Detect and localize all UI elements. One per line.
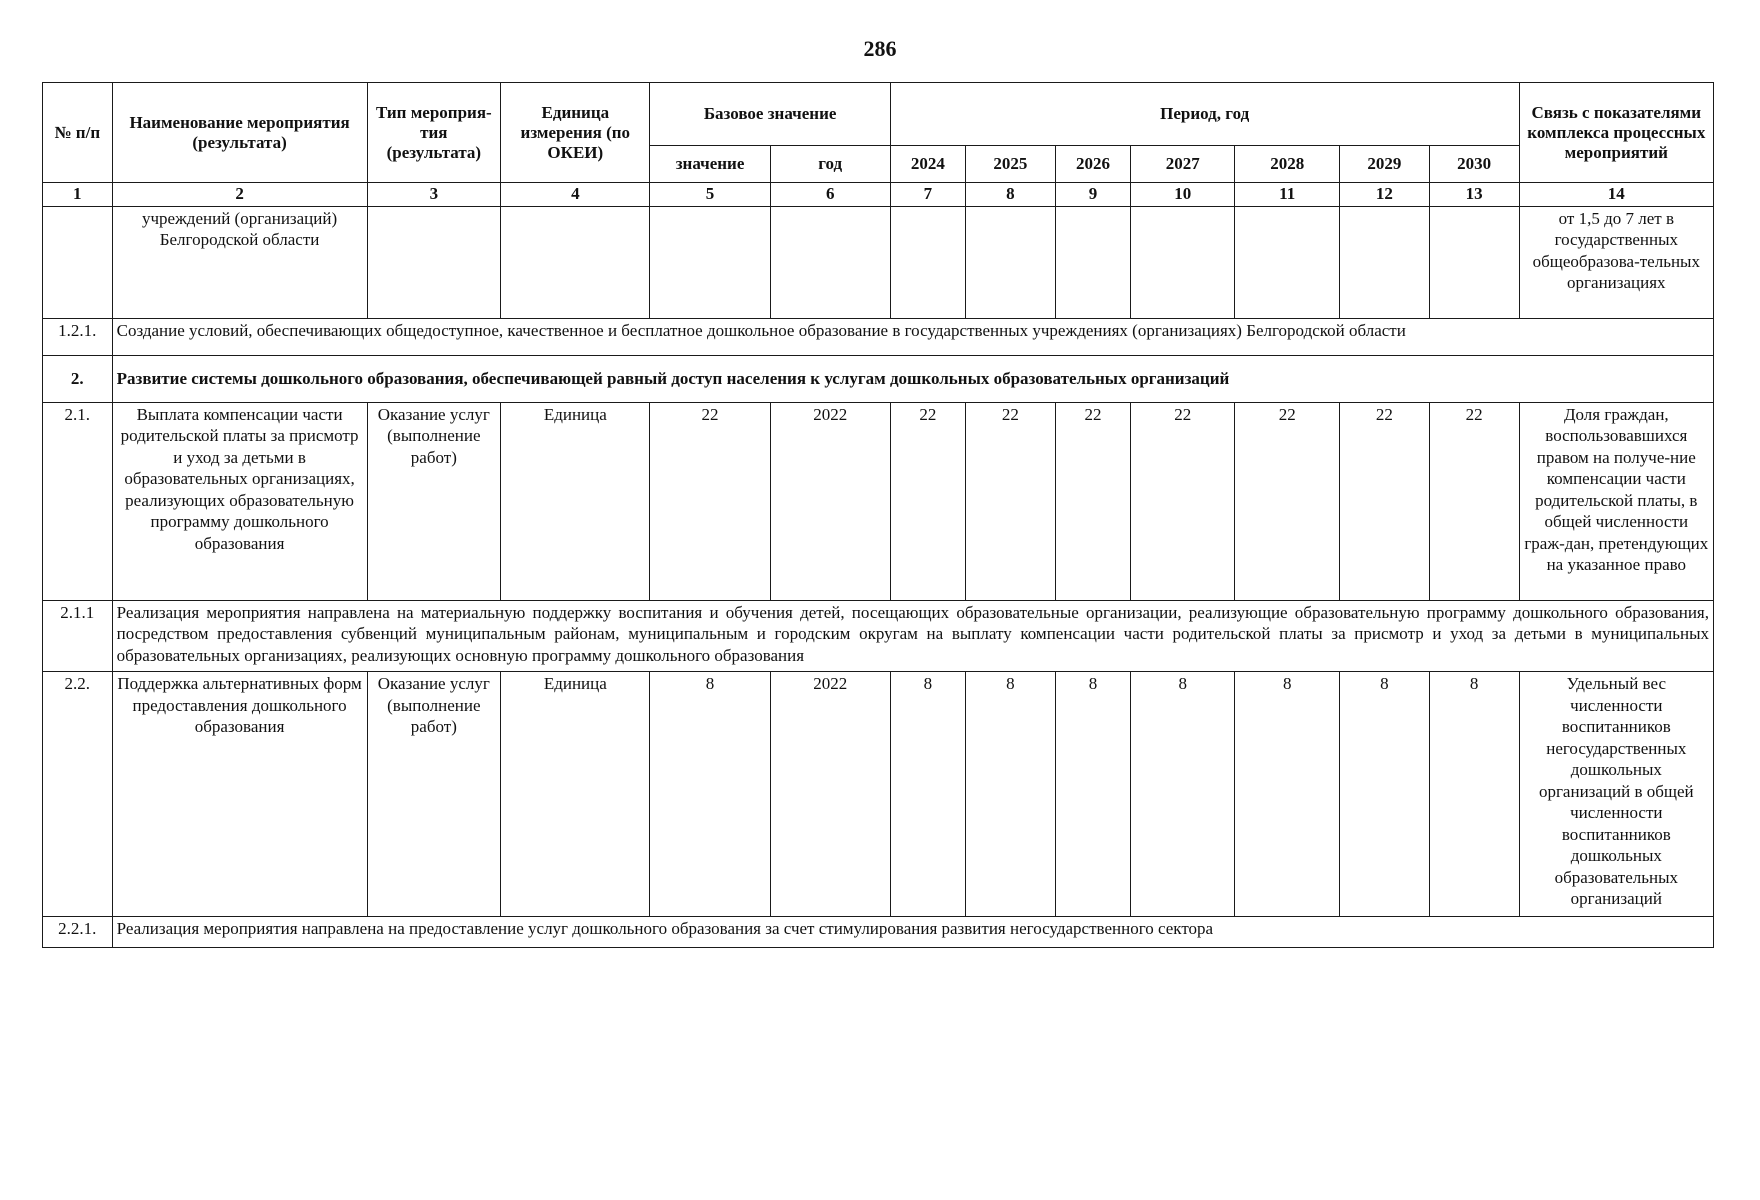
cell-description: Создание условий, обеспечивающих общедоступное, качественное и бесплатное дошкольное образование в государственных учреждениях (организациях) Белгородской области [112, 318, 1713, 355]
cell-year-value: 8 [1339, 672, 1429, 917]
cell-year-value: 22 [966, 402, 1056, 600]
header-base-value-year: год [770, 146, 890, 183]
table-row-1-2-1 [43, 318, 1714, 355]
cell-empty [1055, 206, 1130, 318]
cell-empty [43, 206, 113, 318]
cell-empty [1235, 206, 1339, 318]
column-number: 6 [770, 183, 890, 206]
column-number: 8 [966, 183, 1056, 206]
cell-activity-type: Оказание услуг (выполнение работ) [367, 672, 501, 917]
cell-year-value: 8 [966, 672, 1056, 917]
header-base-value: Базовое значение [650, 83, 890, 146]
header-row-1 [43, 83, 1714, 146]
cell-empty [1131, 206, 1235, 318]
table-row-2-1 [43, 402, 1714, 600]
column-number: 1 [43, 183, 113, 206]
header-activity-type: Тип мероприя-тия (результата) [367, 83, 501, 183]
table-row-2-2 [43, 672, 1714, 917]
cell-unit: Единица [501, 402, 650, 600]
cell-activity-type: Оказание услуг (выполнение работ) [367, 402, 501, 600]
cell-year-value: 22 [1055, 402, 1130, 600]
header-link: Связь с показателями комплекса процессных мероприятий [1519, 83, 1713, 183]
column-number: 11 [1235, 183, 1339, 206]
cell-num: 2.2. [43, 672, 113, 917]
cell-empty [1339, 206, 1429, 318]
cell-link: Доля граждан, воспользовавшихся правом на получе-ние компенсации части родительской платы, в общей численности граж-дан, претендующих на указанное право [1519, 402, 1713, 600]
cell-year-value: 22 [1235, 402, 1339, 600]
header-year: 2028 [1235, 146, 1339, 183]
column-numbers-row [43, 183, 1714, 206]
cell-activity-name: Выплата компенсации части родительской платы за присмотр и уход за детьми в образовательных организациях, реализующих образовательную программу дошкольного образования [112, 402, 367, 600]
cell-empty [1429, 206, 1519, 318]
column-number: 10 [1131, 183, 1235, 206]
header-unit: Единица измерения (по ОКЕИ) [501, 83, 650, 183]
cell-year-value: 22 [890, 402, 965, 600]
header-year: 2024 [890, 146, 965, 183]
header-year: 2029 [1339, 146, 1429, 183]
header-activity-name: Наименование мероприятия (результата) [112, 83, 367, 183]
cell-activity-name: Поддержка альтернативных форм предоставления дошкольного образования [112, 672, 367, 917]
table-row-2 [43, 355, 1714, 402]
column-number: 5 [650, 183, 770, 206]
header-base-value-value: значение [650, 146, 770, 183]
header-year: 2026 [1055, 146, 1130, 183]
header-year: 2025 [966, 146, 1056, 183]
cell-description: Реализация мероприятия направлена на предоставление услуг дошкольного образования за счет стимулирования развития негосударственного сектора [112, 917, 1713, 948]
cell-unit: Единица [501, 672, 650, 917]
cell-year-value: 22 [1131, 402, 1235, 600]
cell-base-year: 2022 [770, 672, 890, 917]
header-year: 2030 [1429, 146, 1519, 183]
header-period: Период, год [890, 83, 1519, 146]
table-row-2-1-1 [43, 600, 1714, 671]
cell-empty [770, 206, 890, 318]
cell-num: 1.2.1. [43, 318, 113, 355]
column-number: 3 [367, 183, 501, 206]
cell-year-value: 8 [1055, 672, 1130, 917]
cell-empty [367, 206, 501, 318]
cell-activity-name: учреждений (организаций) Белгородской области [112, 206, 367, 318]
cell-year-value: 22 [1339, 402, 1429, 600]
header-year: 2027 [1131, 146, 1235, 183]
column-number: 14 [1519, 183, 1713, 206]
cell-base-value: 22 [650, 402, 770, 600]
cell-base-year: 2022 [770, 402, 890, 600]
cell-year-value: 8 [1131, 672, 1235, 917]
header-num: № п/п [43, 83, 113, 183]
cell-year-value: 22 [1429, 402, 1519, 600]
cell-num: 2.1. [43, 402, 113, 600]
cell-link: от 1,5 до 7 лет в государственных общеобразова-тельных организациях [1519, 206, 1713, 318]
cell-empty [890, 206, 965, 318]
cell-empty [650, 206, 770, 318]
cell-base-value: 8 [650, 672, 770, 917]
cell-section-title: Развитие системы дошкольного образования, обеспечивающей равный доступ населения к услугам дошкольных образовательных организаций [112, 355, 1713, 402]
cell-year-value: 8 [1235, 672, 1339, 917]
cell-num: 2.2.1. [43, 917, 113, 948]
cell-year-value: 8 [1429, 672, 1519, 917]
column-number: 12 [1339, 183, 1429, 206]
program-activities-table [42, 82, 1714, 948]
page-number: 286 [863, 36, 897, 61]
table-row-continued [43, 206, 1714, 318]
cell-num: 2. [43, 355, 113, 402]
cell-empty [966, 206, 1056, 318]
cell-empty [501, 206, 650, 318]
column-number: 7 [890, 183, 965, 206]
cell-link: Удельный вес численности воспитанников негосударственных дошкольных организаций в общей численности воспитанников дошкольных образовательных организаций [1519, 672, 1713, 917]
cell-year-value: 8 [890, 672, 965, 917]
column-number: 9 [1055, 183, 1130, 206]
column-number: 4 [501, 183, 650, 206]
column-number: 13 [1429, 183, 1519, 206]
table-row-2-2-1 [43, 917, 1714, 948]
cell-num: 2.1.1 [43, 600, 113, 671]
column-number: 2 [112, 183, 367, 206]
cell-description: Реализация мероприятия направлена на материальную поддержку воспитания и обучения детей, посещающих образовательные организации, реализующие образовательную программу дошкольного образования, посредством предоставления субвенций муниципальным районам, муниципальным и городским округам на выплату компенсации части родительской платы за присмотр и уход за детьми в муниципальных образовательных организациях, реализующих основную программу дошкольного образования [112, 600, 1713, 671]
